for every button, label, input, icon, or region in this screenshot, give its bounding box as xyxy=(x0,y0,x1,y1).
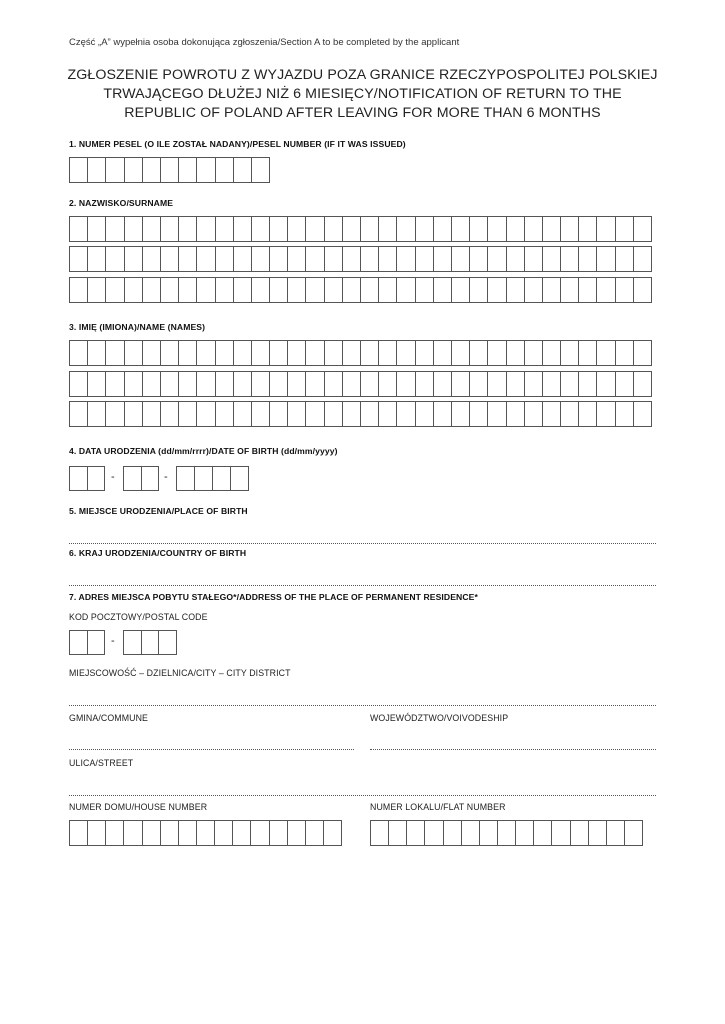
char-box[interactable] xyxy=(161,158,179,182)
char-box[interactable] xyxy=(616,341,634,365)
char-box[interactable] xyxy=(306,372,324,396)
char-box[interactable] xyxy=(234,402,252,426)
char-box[interactable] xyxy=(425,821,443,845)
char-box[interactable] xyxy=(161,402,179,426)
char-box[interactable] xyxy=(70,821,88,845)
char-box[interactable] xyxy=(525,217,543,241)
char-box[interactable] xyxy=(470,247,488,271)
char-box[interactable] xyxy=(397,278,415,302)
char-box[interactable] xyxy=(270,278,288,302)
char-box[interactable] xyxy=(434,217,452,241)
names-row-1-input[interactable] xyxy=(69,340,652,366)
char-box[interactable] xyxy=(579,402,597,426)
char-box[interactable] xyxy=(416,217,434,241)
char-box[interactable] xyxy=(306,278,324,302)
char-box[interactable] xyxy=(125,402,143,426)
char-box[interactable] xyxy=(597,278,615,302)
char-box[interactable] xyxy=(252,158,269,182)
char-box[interactable] xyxy=(625,821,642,845)
char-box[interactable] xyxy=(379,341,397,365)
char-box[interactable] xyxy=(488,247,506,271)
char-box[interactable] xyxy=(161,217,179,241)
char-box[interactable] xyxy=(634,278,651,302)
char-box[interactable] xyxy=(579,217,597,241)
char-box[interactable] xyxy=(234,247,252,271)
char-box[interactable] xyxy=(234,372,252,396)
char-box[interactable] xyxy=(252,278,270,302)
char-box[interactable] xyxy=(343,372,361,396)
surname-label: 2. NAZWISKO/SURNAME xyxy=(69,198,174,208)
char-box[interactable] xyxy=(452,247,470,271)
country-of-birth-input[interactable] xyxy=(69,585,656,586)
char-box[interactable] xyxy=(343,278,361,302)
char-box[interactable] xyxy=(452,278,470,302)
char-box[interactable] xyxy=(143,821,161,845)
char-box[interactable] xyxy=(361,278,379,302)
postal-code-separator: - xyxy=(111,635,115,647)
char-box[interactable] xyxy=(124,821,142,845)
char-box[interactable] xyxy=(159,631,176,654)
char-box[interactable] xyxy=(143,278,161,302)
char-box[interactable] xyxy=(397,247,415,271)
voivodeship-input[interactable] xyxy=(370,749,656,750)
char-box[interactable] xyxy=(197,821,215,845)
char-box[interactable] xyxy=(125,217,143,241)
char-box[interactable] xyxy=(325,402,343,426)
char-box[interactable] xyxy=(470,217,488,241)
char-box[interactable] xyxy=(561,372,579,396)
char-box[interactable] xyxy=(270,372,288,396)
char-box[interactable] xyxy=(106,402,124,426)
char-box[interactable] xyxy=(179,372,197,396)
char-box[interactable] xyxy=(88,467,105,490)
char-box[interactable] xyxy=(252,372,270,396)
char-box[interactable] xyxy=(452,402,470,426)
country-of-birth-label: 6. KRAJ URODZENIA/COUNTRY OF BIRTH xyxy=(69,548,247,558)
char-box[interactable] xyxy=(161,247,179,271)
char-box[interactable] xyxy=(216,278,234,302)
char-box[interactable] xyxy=(106,217,124,241)
char-box[interactable] xyxy=(306,341,324,365)
dob-month-input[interactable] xyxy=(123,466,159,491)
char-box[interactable] xyxy=(416,247,434,271)
char-box[interactable] xyxy=(452,217,470,241)
form-title-line: REPUBLIC OF POLAND AFTER LEAVING FOR MORE THAN 6 MONTHS xyxy=(124,105,601,121)
char-box[interactable] xyxy=(179,158,197,182)
char-box[interactable] xyxy=(143,341,161,365)
char-box[interactable] xyxy=(416,341,434,365)
char-box[interactable] xyxy=(142,631,160,654)
char-box[interactable] xyxy=(88,631,105,654)
char-box[interactable] xyxy=(634,217,651,241)
char-box[interactable] xyxy=(195,467,213,490)
char-box[interactable] xyxy=(288,821,306,845)
char-box[interactable] xyxy=(561,247,579,271)
char-box[interactable] xyxy=(252,247,270,271)
char-box[interactable] xyxy=(507,341,525,365)
char-box[interactable] xyxy=(306,217,324,241)
char-box[interactable] xyxy=(525,247,543,271)
char-box[interactable] xyxy=(216,341,234,365)
char-box[interactable] xyxy=(233,821,251,845)
char-box[interactable] xyxy=(379,247,397,271)
char-box[interactable] xyxy=(470,278,488,302)
char-box[interactable] xyxy=(88,341,106,365)
char-box[interactable] xyxy=(161,341,179,365)
char-box[interactable] xyxy=(361,372,379,396)
char-box[interactable] xyxy=(288,372,306,396)
char-box[interactable] xyxy=(543,217,561,241)
char-box[interactable] xyxy=(70,278,88,302)
pesel-input[interactable] xyxy=(69,157,270,183)
char-box[interactable] xyxy=(179,247,197,271)
char-box[interactable] xyxy=(70,631,88,654)
char-box[interactable] xyxy=(561,278,579,302)
char-box[interactable] xyxy=(106,341,124,365)
char-box[interactable] xyxy=(325,372,343,396)
char-box[interactable] xyxy=(397,402,415,426)
char-box[interactable] xyxy=(70,467,88,490)
char-box[interactable] xyxy=(106,247,124,271)
char-box[interactable] xyxy=(143,217,161,241)
names-label: 3. IMIĘ (IMIONA)/NAME (NAMES) xyxy=(69,322,206,332)
char-box[interactable] xyxy=(470,341,488,365)
postal-code-first-input[interactable] xyxy=(69,630,105,655)
char-box[interactable] xyxy=(507,372,525,396)
char-box[interactable] xyxy=(88,217,106,241)
section-note: Część „A” wypełnia osoba dokonująca zgłoszenia/Section A to be completed by the applicant xyxy=(69,37,460,48)
street-label: ULICA/STREET xyxy=(69,758,134,768)
char-box[interactable] xyxy=(124,631,142,654)
char-box[interactable] xyxy=(525,278,543,302)
char-box[interactable] xyxy=(634,402,651,426)
char-box[interactable] xyxy=(70,341,88,365)
char-box[interactable] xyxy=(306,821,324,845)
char-box[interactable] xyxy=(434,278,452,302)
char-box[interactable] xyxy=(597,372,615,396)
char-box[interactable] xyxy=(407,821,425,845)
char-box[interactable] xyxy=(252,341,270,365)
postal-code-second-input[interactable] xyxy=(123,630,177,655)
char-box[interactable] xyxy=(488,217,506,241)
char-box[interactable] xyxy=(543,247,561,271)
street-input[interactable] xyxy=(69,795,656,796)
names-row-3-input[interactable] xyxy=(69,401,652,427)
place-of-birth-input[interactable] xyxy=(69,543,656,544)
char-box[interactable] xyxy=(361,341,379,365)
char-box[interactable] xyxy=(525,372,543,396)
char-box[interactable] xyxy=(379,278,397,302)
char-box[interactable] xyxy=(616,217,634,241)
char-box[interactable] xyxy=(343,217,361,241)
char-box[interactable] xyxy=(507,278,525,302)
char-box[interactable] xyxy=(270,821,288,845)
char-box[interactable] xyxy=(106,372,124,396)
char-box[interactable] xyxy=(197,217,215,241)
char-box[interactable] xyxy=(525,341,543,365)
char-box[interactable] xyxy=(488,341,506,365)
char-box[interactable] xyxy=(379,372,397,396)
char-box[interactable] xyxy=(306,402,324,426)
char-box[interactable] xyxy=(452,341,470,365)
char-box[interactable] xyxy=(231,467,248,490)
char-box[interactable] xyxy=(179,278,197,302)
char-box[interactable] xyxy=(216,372,234,396)
char-box[interactable] xyxy=(634,372,651,396)
char-box[interactable] xyxy=(534,821,552,845)
char-box[interactable] xyxy=(579,341,597,365)
char-box[interactable] xyxy=(88,247,106,271)
char-box[interactable] xyxy=(270,402,288,426)
char-box[interactable] xyxy=(579,372,597,396)
address-label: 7. ADRES MIEJSCA POBYTU STAŁEGO*/ADDRESS OF THE PLACE OF PERMANENT RESIDENCE* xyxy=(69,592,478,602)
char-box[interactable] xyxy=(397,372,415,396)
char-box[interactable] xyxy=(197,341,215,365)
city-input[interactable] xyxy=(69,705,656,706)
char-box[interactable] xyxy=(361,217,379,241)
char-box[interactable] xyxy=(579,247,597,271)
char-box[interactable] xyxy=(216,217,234,241)
char-box[interactable] xyxy=(579,278,597,302)
char-box[interactable] xyxy=(88,278,106,302)
char-box[interactable] xyxy=(179,217,197,241)
surname-row-3-input[interactable] xyxy=(69,277,652,303)
char-box[interactable] xyxy=(177,467,195,490)
char-box[interactable] xyxy=(88,821,106,845)
char-box[interactable] xyxy=(234,278,252,302)
postal-code-label: KOD POCZTOWY/POSTAL CODE xyxy=(69,612,208,622)
char-box[interactable] xyxy=(216,247,234,271)
flat-number-input[interactable] xyxy=(370,820,643,846)
char-box[interactable] xyxy=(525,402,543,426)
char-box[interactable] xyxy=(70,247,88,271)
char-box[interactable] xyxy=(288,278,306,302)
char-box[interactable] xyxy=(434,247,452,271)
char-box[interactable] xyxy=(634,247,651,271)
char-box[interactable] xyxy=(470,372,488,396)
char-box[interactable] xyxy=(616,278,634,302)
char-box[interactable] xyxy=(571,821,589,845)
commune-input[interactable] xyxy=(69,749,354,750)
char-box[interactable] xyxy=(88,372,106,396)
char-box[interactable] xyxy=(88,158,106,182)
char-box[interactable] xyxy=(215,821,233,845)
char-box[interactable] xyxy=(507,217,525,241)
char-box[interactable] xyxy=(597,217,615,241)
char-box[interactable] xyxy=(561,402,579,426)
char-box[interactable] xyxy=(488,402,506,426)
char-box[interactable] xyxy=(270,217,288,241)
dob-separator: - xyxy=(164,471,168,483)
house-number-label: NUMER DOMU/HOUSE NUMBER xyxy=(69,802,208,812)
char-box[interactable] xyxy=(234,341,252,365)
char-box[interactable] xyxy=(434,402,452,426)
char-box[interactable] xyxy=(213,467,231,490)
surname-row-1-input[interactable] xyxy=(69,216,652,242)
char-box[interactable] xyxy=(343,402,361,426)
char-box[interactable] xyxy=(179,341,197,365)
char-box[interactable] xyxy=(480,821,498,845)
char-box[interactable] xyxy=(124,467,142,490)
char-box[interactable] xyxy=(561,341,579,365)
char-box[interactable] xyxy=(197,372,215,396)
dob-label: 4. DATA URODZENIA (dd/mm/rrrr)/DATE OF BIRTH (dd/mm/yyyy) xyxy=(69,446,338,456)
char-box[interactable] xyxy=(125,247,143,271)
char-box[interactable] xyxy=(325,217,343,241)
char-box[interactable] xyxy=(216,402,234,426)
commune-label: GMINA/COMMUNE xyxy=(69,713,149,723)
char-box[interactable] xyxy=(70,372,88,396)
char-box[interactable] xyxy=(543,278,561,302)
char-box[interactable] xyxy=(251,821,269,845)
form-title xyxy=(40,66,685,123)
char-box[interactable] xyxy=(616,247,634,271)
surname-row-2-input[interactable] xyxy=(69,246,652,272)
char-box[interactable] xyxy=(371,821,389,845)
char-box[interactable] xyxy=(288,247,306,271)
char-box[interactable] xyxy=(325,341,343,365)
char-box[interactable] xyxy=(197,158,215,182)
char-box[interactable] xyxy=(498,821,516,845)
char-box[interactable] xyxy=(70,402,88,426)
char-box[interactable] xyxy=(616,402,634,426)
char-box[interactable] xyxy=(488,372,506,396)
names-row-2-input[interactable] xyxy=(69,371,652,397)
char-box[interactable] xyxy=(270,247,288,271)
char-box[interactable] xyxy=(507,247,525,271)
place-of-birth-label: 5. MIEJSCE URODZENIA/PLACE OF BIRTH xyxy=(69,506,248,516)
voivodeship-label: WOJEWÓDZTWO/VOIVODESHIP xyxy=(370,713,509,723)
char-box[interactable] xyxy=(143,247,161,271)
char-box[interactable] xyxy=(607,821,625,845)
house-number-input[interactable] xyxy=(69,820,342,846)
char-box[interactable] xyxy=(462,821,480,845)
char-box[interactable] xyxy=(288,217,306,241)
char-box[interactable] xyxy=(197,278,215,302)
char-box[interactable] xyxy=(106,278,124,302)
char-box[interactable] xyxy=(543,402,561,426)
char-box[interactable] xyxy=(616,372,634,396)
char-box[interactable] xyxy=(543,341,561,365)
char-box[interactable] xyxy=(252,217,270,241)
char-box[interactable] xyxy=(161,278,179,302)
char-box[interactable] xyxy=(216,158,234,182)
char-box[interactable] xyxy=(161,372,179,396)
char-box[interactable] xyxy=(106,158,124,182)
char-box[interactable] xyxy=(589,821,607,845)
char-box[interactable] xyxy=(516,821,534,845)
char-box[interactable] xyxy=(306,247,324,271)
char-box[interactable] xyxy=(197,247,215,271)
char-box[interactable] xyxy=(434,341,452,365)
dob-day-input[interactable] xyxy=(69,466,105,491)
char-box[interactable] xyxy=(252,402,270,426)
dob-separator: - xyxy=(111,471,115,483)
char-box[interactable] xyxy=(125,341,143,365)
char-box[interactable] xyxy=(488,278,506,302)
char-box[interactable] xyxy=(143,158,161,182)
char-box[interactable] xyxy=(288,341,306,365)
char-box[interactable] xyxy=(161,821,179,845)
char-box[interactable] xyxy=(634,341,651,365)
char-box[interactable] xyxy=(597,341,615,365)
char-box[interactable] xyxy=(434,372,452,396)
char-box[interactable] xyxy=(507,402,525,426)
char-box[interactable] xyxy=(197,402,215,426)
char-box[interactable] xyxy=(597,402,615,426)
char-box[interactable] xyxy=(416,402,434,426)
char-box[interactable] xyxy=(88,402,106,426)
char-box[interactable] xyxy=(543,372,561,396)
char-box[interactable] xyxy=(343,247,361,271)
char-box[interactable] xyxy=(361,247,379,271)
char-box[interactable] xyxy=(234,217,252,241)
flat-number-label: NUMER LOKALU/FLAT NUMBER xyxy=(370,802,506,812)
char-box[interactable] xyxy=(389,821,407,845)
char-box[interactable] xyxy=(179,821,197,845)
char-box[interactable] xyxy=(325,247,343,271)
city-label: MIEJSCOWOŚĆ – DZIELNICA/CITY – CITY DISTRICT xyxy=(69,668,291,678)
char-box[interactable] xyxy=(179,402,197,426)
form-title-line: TRWAJĄCEGO DŁUŻEJ NIŻ 6 MIESIĘCY/NOTIFICATION OF RETURN TO THE xyxy=(103,86,622,102)
char-box[interactable] xyxy=(142,467,159,490)
char-box[interactable] xyxy=(234,158,252,182)
char-box[interactable] xyxy=(552,821,570,845)
char-box[interactable] xyxy=(125,278,143,302)
pesel-label: 1. NUMER PESEL (O ILE ZOSTAŁ NADANY)/PESEL NUMBER (IF IT WAS ISSUED) xyxy=(69,139,406,149)
char-box[interactable] xyxy=(416,372,434,396)
char-box[interactable] xyxy=(597,247,615,271)
char-box[interactable] xyxy=(470,402,488,426)
char-box[interactable] xyxy=(125,372,143,396)
char-box[interactable] xyxy=(343,341,361,365)
char-box[interactable] xyxy=(324,821,341,845)
char-box[interactable] xyxy=(70,217,88,241)
char-box[interactable] xyxy=(397,217,415,241)
char-box[interactable] xyxy=(397,341,415,365)
char-box[interactable] xyxy=(379,402,397,426)
char-box[interactable] xyxy=(325,278,343,302)
char-box[interactable] xyxy=(143,402,161,426)
char-box[interactable] xyxy=(270,341,288,365)
char-box[interactable] xyxy=(444,821,462,845)
char-box[interactable] xyxy=(561,217,579,241)
char-box[interactable] xyxy=(416,278,434,302)
char-box[interactable] xyxy=(70,158,88,182)
dob-year-input[interactable] xyxy=(176,466,249,491)
char-box[interactable] xyxy=(379,217,397,241)
char-box[interactable] xyxy=(106,821,124,845)
char-box[interactable] xyxy=(143,372,161,396)
char-box[interactable] xyxy=(361,402,379,426)
char-box[interactable] xyxy=(125,158,143,182)
char-box[interactable] xyxy=(452,372,470,396)
form-title-line: ZGŁOSZENIE POWROTU Z WYJAZDU POZA GRANICE RZECZYPOSPOLITEJ POLSKIEJ xyxy=(67,67,658,83)
char-box[interactable] xyxy=(288,402,306,426)
